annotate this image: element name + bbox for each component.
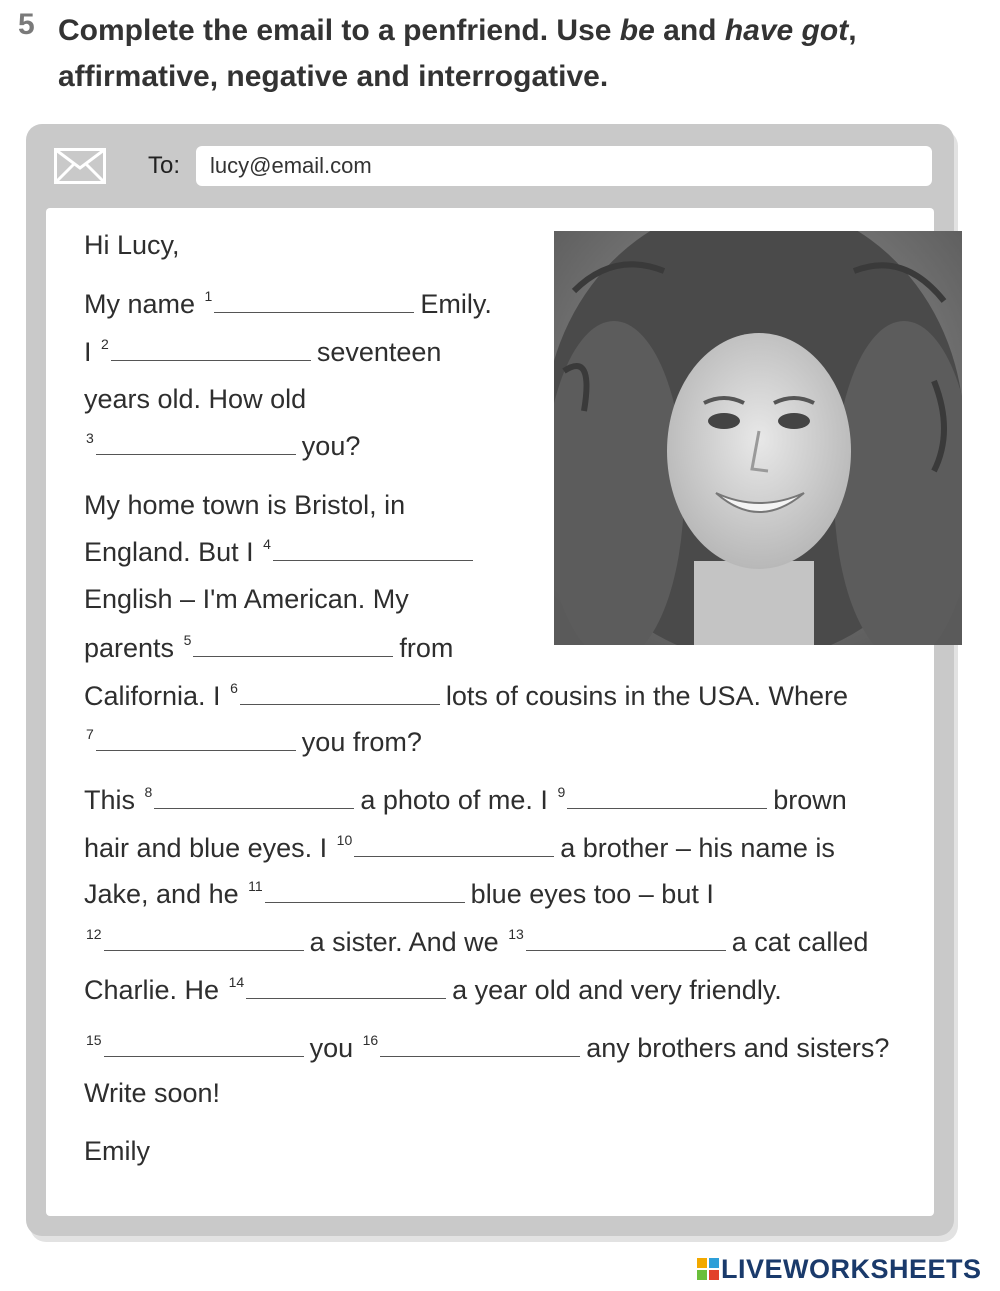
gap-number-11: 11 xyxy=(248,878,263,894)
line-text: Emily. xyxy=(420,289,492,319)
recipient-field[interactable] xyxy=(196,146,932,186)
gap-number-13: 13 xyxy=(508,926,524,942)
gap-number-3: 3 xyxy=(86,430,94,446)
answer-blank-13[interactable] xyxy=(526,926,726,951)
gap-number-15: 15 xyxy=(86,1032,102,1048)
answer-blank-6[interactable] xyxy=(240,680,440,705)
envelope-icon xyxy=(54,148,106,184)
email-line-12 xyxy=(84,832,835,864)
email-card xyxy=(26,124,954,1236)
email-to-row xyxy=(26,124,954,204)
greeting: Hi Lucy, xyxy=(84,230,180,260)
exercise-instruction xyxy=(58,8,857,100)
email-line-10 xyxy=(84,726,422,758)
answer-blank-14[interactable] xyxy=(246,974,446,999)
answer-blank-15[interactable] xyxy=(104,1032,304,1057)
answer-blank-9[interactable] xyxy=(567,784,767,809)
liveworksheets-icon xyxy=(697,1258,719,1280)
email-signature: Emily xyxy=(84,1136,150,1166)
answer-blank-8[interactable] xyxy=(154,784,354,809)
email-line-11 xyxy=(84,784,847,816)
line-text: a sister. And we xyxy=(309,927,507,957)
answer-blank-3[interactable] xyxy=(96,430,296,455)
email-line-1 xyxy=(84,288,492,320)
to-label: To: xyxy=(148,152,181,179)
line-text: you from? xyxy=(301,727,422,757)
answer-blank-12[interactable] xyxy=(104,926,304,951)
gap-number-14: 14 xyxy=(228,974,245,990)
line-text: a cat called xyxy=(731,927,869,957)
portrait-photo xyxy=(554,231,962,645)
gap-number-5: 5 xyxy=(183,632,192,648)
line-text: brown xyxy=(773,785,847,815)
line-text: I xyxy=(84,337,100,367)
gap-number-7: 7 xyxy=(86,726,94,742)
answer-blank-11[interactable] xyxy=(265,878,465,903)
email-line-16 xyxy=(84,1032,889,1064)
answer-blank-4[interactable] xyxy=(273,536,473,561)
instruction-have-got: have got xyxy=(724,14,849,47)
answer-blank-1[interactable] xyxy=(214,288,414,313)
gap-number-12: 12 xyxy=(86,926,102,942)
gap-number-10: 10 xyxy=(336,832,353,848)
line-text: California. I xyxy=(84,681,229,711)
email-line-15 xyxy=(84,974,782,1006)
gap-number-8: 8 xyxy=(144,784,153,800)
answer-blank-7[interactable] xyxy=(96,726,296,751)
line-text: you? xyxy=(301,431,361,461)
answer-blank-10[interactable] xyxy=(354,832,554,857)
email-line-17: Write soon! xyxy=(84,1078,221,1108)
gap-number-6: 6 xyxy=(230,680,238,696)
gap-number-16: 16 xyxy=(362,1032,379,1048)
line-text: a brother – his name is xyxy=(560,833,835,863)
line-text: parents xyxy=(84,633,182,663)
instruction-be: be xyxy=(619,14,655,47)
line-text: This xyxy=(84,785,143,815)
instruction-comma: , xyxy=(848,14,857,47)
exercise-number: 5 xyxy=(18,8,35,41)
email-line-4 xyxy=(84,430,360,462)
gap-number-2: 2 xyxy=(101,336,109,352)
line-text: a year old and very friendly. xyxy=(452,975,782,1005)
line-text: My name xyxy=(84,289,203,319)
email-line-5: My home town is Bristol, in xyxy=(84,490,406,520)
line-text: you xyxy=(309,1033,361,1063)
line-text: Charlie. He xyxy=(84,975,227,1005)
line-text: any brothers and sisters? xyxy=(586,1033,890,1063)
liveworksheets-text: LIVEWORKSHEETS xyxy=(721,1254,982,1284)
line-text: blue eyes too – but I xyxy=(470,879,714,909)
line-text: England. But I xyxy=(84,537,262,567)
gap-number-1: 1 xyxy=(204,288,213,304)
answer-blank-2[interactable] xyxy=(111,336,311,361)
instruction-text: Complete the email to a penfriend. Use xyxy=(58,14,620,47)
line-text: Jake, and he xyxy=(84,879,247,909)
line-text: lots of cousins in the USA. Where xyxy=(445,681,849,711)
email-line-13 xyxy=(84,878,714,910)
line-text: hair and blue eyes. I xyxy=(84,833,335,863)
email-line-3: years old. How old xyxy=(84,384,307,414)
line-text: a photo of me. I xyxy=(360,785,556,815)
email-line-6 xyxy=(84,536,479,568)
line-text: seventeen xyxy=(316,337,442,367)
email-line-14 xyxy=(84,926,868,958)
email-line-9 xyxy=(84,680,848,712)
email-body xyxy=(46,208,934,1216)
gap-number-9: 9 xyxy=(557,784,566,800)
liveworksheets-logo xyxy=(697,1254,997,1284)
answer-blank-16[interactable] xyxy=(380,1032,580,1057)
email-line-7: English – I'm American. My xyxy=(84,584,409,614)
answer-blank-5[interactable] xyxy=(193,632,393,657)
email-line-2 xyxy=(84,336,441,368)
instruction-line-2: affirmative, negative and interrogative. xyxy=(58,60,609,93)
line-text: from xyxy=(399,633,454,663)
gap-number-4: 4 xyxy=(263,536,271,552)
email-line-8 xyxy=(84,632,453,664)
instruction-and: and xyxy=(654,14,725,47)
